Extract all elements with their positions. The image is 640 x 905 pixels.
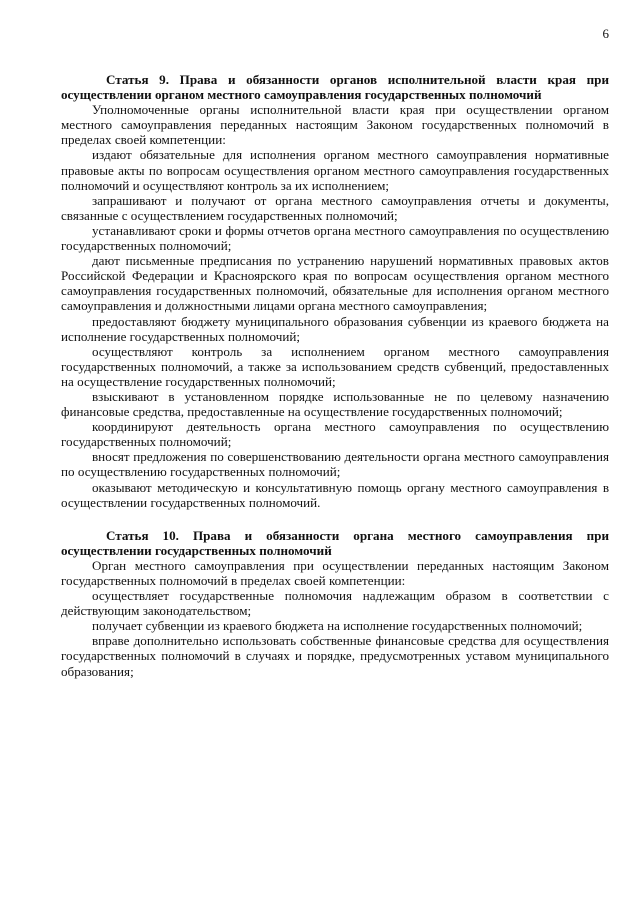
- article-9-paragraph: вносят предложения по совершенствованию деятельности органа местного самоуправления по осуществлению государственных полномочий;: [61, 449, 609, 480]
- article-9-paragraph: предоставляют бюджету муниципального образования субвенции из краевого бюджета на исполнение государственных полномочий;: [61, 313, 609, 344]
- document-body: [61, 72, 609, 679]
- article-9-paragraph: взыскивают в установленном порядке использованные не по целевому назначению финансовые средства, предоставленные на осуществление государственных полномочий;: [61, 388, 609, 420]
- article-10-paragraph: Орган местного самоуправления при осуществлении переданных настоящим Законом государственных полномочий в пределах своей компетенции:: [61, 557, 609, 588]
- article-9-paragraph: издают обязательные для исполнения органом местного самоуправления нормативные правовые акты по вопросам осуществления органом местного самоуправления государственных полномочий и осуществляют контроль за их исполнением;: [61, 147, 609, 193]
- article-9-paragraph: Уполномоченные органы исполнительной власти края при осуществлении органом местного самоуправления переданных настоящим Законом государственных полномочий в пределах своей компетенции:: [61, 102, 609, 148]
- article-9-paragraph: осуществляют контроль за исполнением органом местного самоуправления государственных полномочий, а также за использованием средств субвенций, предоставленных на осуществление государственных полномочий;: [61, 343, 609, 389]
- article-9-paragraph: дают письменные предписания по устранению нарушений нормативных правовых актов Российской Федерации и Красноярского края по вопросам осуществления органом местного самоуправления государственных полномочий, обязательные для исполнения органом местного самоуправления и должностными лицами органа местного самоуправления;: [61, 253, 609, 314]
- page-number: 6: [602, 26, 609, 41]
- article-10-paragraph: вправе дополнительно использовать собственные финансовые средства для осуществления государственных полномочий в случаях и порядке, предусмотренных уставом муниципального образования;: [61, 633, 609, 679]
- article-9-paragraph: запрашивают и получают от органа местного самоуправления отчеты и документы, связанные с осуществлением государственных полномочий;: [61, 192, 609, 223]
- article-9-paragraph: оказывают методическую и консультативную помощь органу местного самоуправления в осуществлении государственных полномочий.: [61, 479, 609, 510]
- article-9-paragraph: устанавливают сроки и формы отчетов органа местного самоуправления по осуществлению государственных полномочий;: [61, 222, 609, 254]
- article-10-paragraph: получает субвенции из краевого бюджета на исполнение государственных полномочий;: [92, 618, 583, 634]
- article-9-paragraph: координируют деятельность органа местного самоуправления по осуществлению государственных полномочий;: [61, 419, 609, 450]
- article-10-paragraph: осуществляет государственные полномочия надлежащим образом в соответствии с действующим законодательством;: [61, 588, 609, 619]
- article-10-heading: Статья 10. Права и обязанности органа местного самоуправления при осуществлении государственных полномочий: [61, 527, 609, 558]
- article-9-heading: Статья 9. Права и обязанности органов исполнительной власти края при осуществлении органом местного самоуправления государственных полномочий: [61, 72, 609, 103]
